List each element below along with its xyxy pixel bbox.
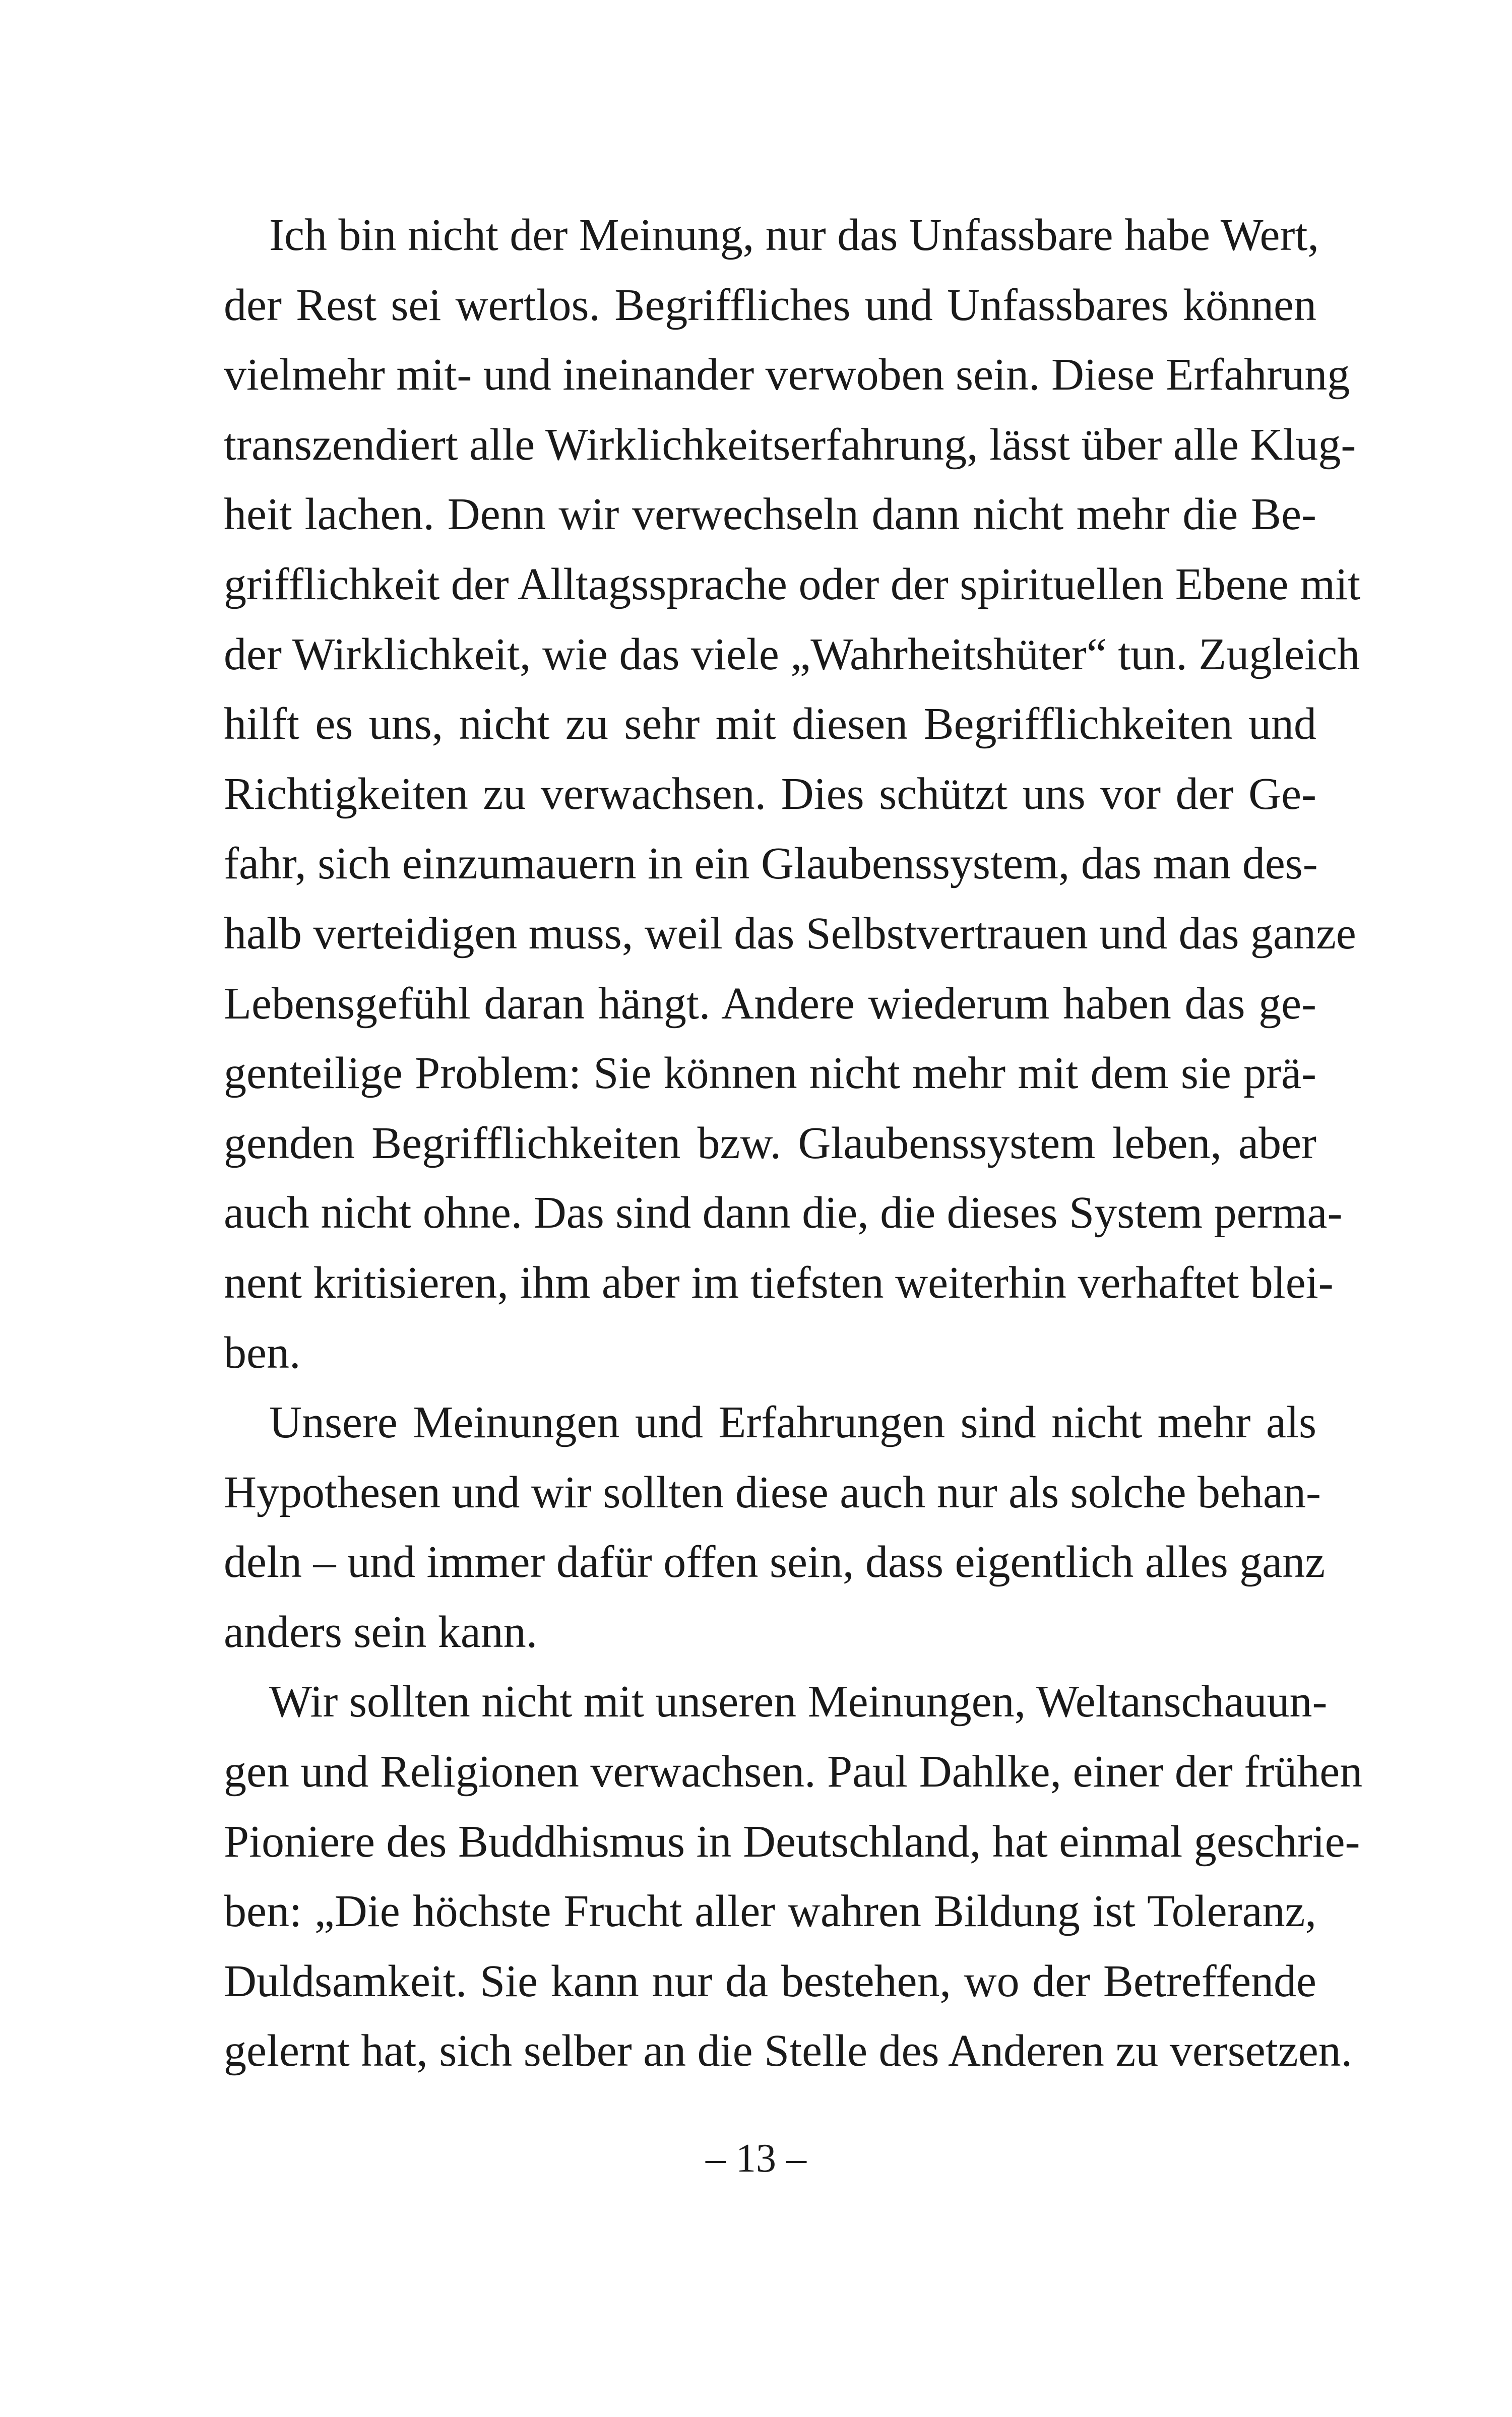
text-line: heit lachen. Denn wir verwechseln dann nicht mehr die Be- [224,489,1316,540]
text-line: Lebensgefühl daran hängt. Andere wiederum haben das ge- [224,978,1316,1029]
text-line: Richtigkeiten zu verwachsen. Dies schützt uns vor der Ge- [224,769,1316,819]
text-line: transzendiert alle Wirklichkeitserfahrung, lässt über alle Klug- [224,419,1356,470]
text-line: Ich bin nicht der Meinung, nur das Unfassbare habe Wert, [269,210,1319,260]
page-number: – 13 – [706,2136,806,2181]
text-line: Pioniere des Buddhismus in Deutschland, hat einmal geschrie- [224,1816,1360,1867]
body-text [224,201,1363,2086]
text-line: nent kritisieren, ihm aber im tiefsten weiterhin verhaftet blei- [224,1257,1334,1308]
text-line: gelernt hat, sich selber an die Stelle des Anderen zu versetzen. [224,2026,1353,2076]
text-line: ben. [224,1327,301,1378]
text-line: grifflichkeit der Alltagssprache oder der spirituellen Ebene mit [224,559,1361,609]
text-line: Unsere Meinungen und Erfahrungen sind nicht mehr als [269,1397,1316,1448]
text-line: ben: „Die höchste Frucht aller wahren Bildung ist Toleranz, [224,1886,1316,1937]
text-line: Duldsamkeit. Sie kann nur da bestehen, wo der Betreffende [224,1956,1316,2006]
text-line: der Rest sei wertlos. Begriffliches und Unfassbares können [224,280,1316,330]
text-line: genteilige Problem: Sie können nicht mehr mit dem sie prä- [224,1048,1316,1099]
text-line: deln – und immer dafür offen sein, dass eigentlich alles ganz [224,1537,1326,1587]
text-line: fahr, sich einzumauern in ein Glaubenssystem, das man des- [224,839,1318,889]
text-line: gen und Religionen verwachsen. Paul Dahlke, einer der frühen [224,1747,1363,1797]
text-line: anders sein kann. [224,1607,538,1657]
text-line: Wir sollten nicht mit unseren Meinungen, Weltanschauun- [269,1677,1328,1727]
text-line: hilft es uns, nicht zu sehr mit diesen Begrifflichkeiten und [224,699,1316,749]
text-line: vielmehr mit- und ineinander verwoben sein. Diese Erfahrung [224,350,1350,400]
text-line: Hypothesen und wir sollten diese auch nur als solche behan- [224,1467,1321,1517]
text-line: auch nicht ohne. Das sind dann die, die dieses System perma- [224,1188,1343,1238]
text-line: genden Begrifflichkeiten bzw. Glaubenssystem leben, aber [224,1118,1316,1168]
text-line: halb verteidigen muss, weil das Selbstvertrauen und das ganze [224,908,1356,959]
text-line: der Wirklichkeit, wie das viele „Wahrheitshüter“ tun. Zugleich [224,629,1360,679]
